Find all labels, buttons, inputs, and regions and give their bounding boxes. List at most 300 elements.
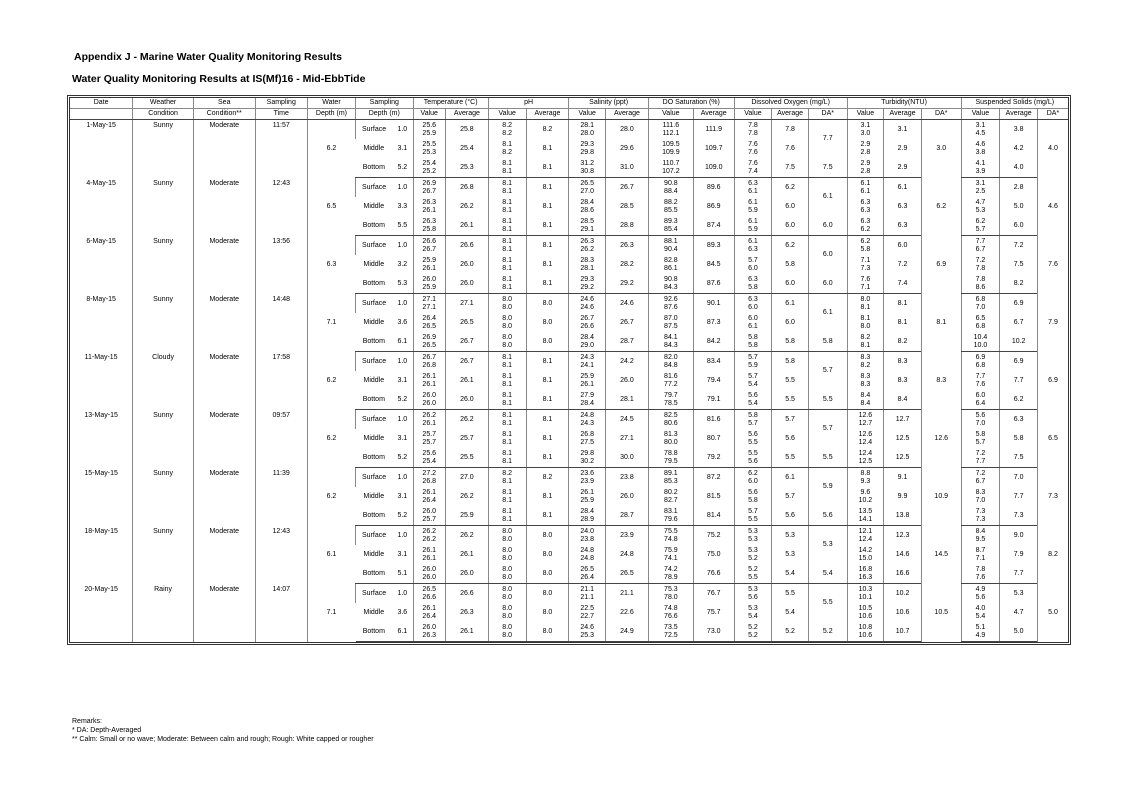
ph-values	[488, 429, 526, 448]
turbidity-values-2: 10.6	[858, 631, 873, 639]
ph-values	[488, 255, 526, 274]
do-saturation-values-1: 90.8	[664, 179, 678, 187]
ph-values-2: 8.0	[502, 535, 513, 543]
suspended-solids-values	[961, 352, 1000, 372]
do-saturation-values	[648, 274, 693, 294]
suspended-solids-values-1: 5.6	[975, 411, 986, 419]
ph-values-2: 8.1	[502, 457, 513, 465]
water-depth-cell: 6.2	[307, 352, 355, 410]
salinity-values	[569, 313, 606, 332]
temperature-values-2: 26.8	[422, 361, 437, 369]
salinity-values-1: 26.3	[580, 237, 594, 245]
temperature-average: 26.2	[445, 487, 488, 506]
ph-values	[488, 622, 526, 642]
turbidity-average: 10.2	[884, 584, 922, 604]
do-saturation-average: 84.5	[693, 255, 734, 274]
header-sampling-time-2: Time	[255, 109, 307, 120]
turbidity-values-2: 12.4	[858, 535, 873, 543]
salinity-values	[569, 584, 606, 604]
sampling-depth-cell: 3.1	[397, 550, 408, 558]
sampling-level-cell: Middle	[363, 202, 385, 210]
header-ss-value: Value	[961, 109, 1000, 120]
sampling-level-cell: Bottom	[356, 564, 393, 584]
suspended-solids-da: 7.3	[1037, 468, 1068, 526]
dissolved-oxygen-values-1: 5.3	[748, 604, 758, 612]
do-saturation-values	[648, 526, 693, 546]
temperature-average: 26.1	[445, 545, 488, 564]
do-saturation-values-2: 72.5	[664, 631, 678, 639]
do-saturation-values-1: 89.1	[664, 469, 678, 477]
salinity-average: 31.0	[606, 158, 649, 178]
dissolved-oxygen-da: 5.3	[808, 526, 847, 565]
do-saturation-values-2: 107.2	[662, 167, 680, 175]
suspended-solids-values	[961, 410, 1000, 430]
do-saturation-values-2: 84.3	[664, 341, 678, 349]
turbidity-average: 12.7	[884, 410, 922, 430]
turbidity-average: 10.7	[884, 622, 922, 642]
ph-values-1: 8.2	[502, 121, 513, 129]
suspended-solids-values-2: 7.7	[975, 457, 986, 465]
header-do-value: Value	[734, 109, 772, 120]
suspended-solids-average: 9.0	[1000, 526, 1038, 546]
header-sal-average: Average	[606, 109, 649, 120]
date-cell: 20-May-15	[84, 585, 118, 593]
ph-values	[488, 197, 526, 216]
suspended-solids-values-1: 7.7	[975, 237, 986, 245]
turbidity-values	[847, 120, 884, 140]
temperature-values-2: 27.1	[422, 303, 437, 311]
turbidity-values-1: 14.2	[858, 546, 873, 554]
turbidity-values-2: 10.6	[858, 612, 873, 620]
sampling-level-cell: Surface	[356, 120, 393, 140]
do-saturation-values-1: 88.2	[664, 198, 678, 206]
suspended-solids-values-1: 4.0	[975, 604, 986, 612]
dissolved-oxygen-values	[734, 506, 772, 526]
do-saturation-average: 83.4	[693, 352, 734, 372]
ph-average: 8.1	[526, 448, 569, 468]
salinity-values-1: 28.4	[580, 198, 594, 206]
sampling-depth-cell: 5.1	[392, 564, 413, 584]
salinity-values-2: 28.1	[580, 264, 594, 272]
sampling-depth-cell: 1.0	[397, 241, 408, 249]
suspended-solids-values-1: 10.4	[973, 333, 988, 341]
salinity-average: 24.2	[606, 352, 649, 372]
do-saturation-values-1: 81.3	[664, 430, 678, 438]
sampling-depth-cell: 1.0	[397, 473, 408, 481]
turbidity-values-1: 6.2	[860, 237, 871, 245]
sampling-level-cell: Bottom	[356, 622, 393, 642]
suspended-solids-values-1: 4.7	[975, 198, 986, 206]
dissolved-oxygen-values	[734, 120, 772, 140]
do-saturation-values	[648, 139, 693, 158]
dissolved-oxygen-average: 6.2	[772, 236, 809, 256]
ph-values-1: 8.1	[502, 256, 513, 264]
dissolved-oxygen-average: 5.5	[772, 390, 809, 410]
do-saturation-average: 76.6	[693, 564, 734, 584]
sampling-depth-cell: 3.2	[397, 260, 408, 268]
suspended-solids-values	[961, 274, 1000, 294]
suspended-solids-average: 6.7	[1000, 313, 1038, 332]
do-saturation-values	[648, 197, 693, 216]
suspended-solids-da: 7.9	[1037, 294, 1068, 352]
temperature-values-2: 26.1	[422, 554, 437, 562]
weather-cell: Sunny	[133, 526, 194, 584]
dissolved-oxygen-average: 6.0	[772, 216, 809, 236]
salinity-values-2: 25.9	[580, 496, 594, 504]
suspended-solids-values-2: 6.8	[975, 322, 986, 330]
ph-average: 8.1	[526, 158, 569, 178]
suspended-solids-values	[961, 584, 1000, 604]
ph-values-1: 8.1	[502, 411, 513, 419]
suspended-solids-average: 7.0	[1000, 468, 1038, 488]
salinity-values-2: 24.3	[580, 419, 594, 427]
turbidity-da: 10.9	[921, 468, 961, 526]
turbidity-values	[847, 139, 884, 158]
turbidity-values-2: 2.8	[860, 148, 871, 156]
do-saturation-average: 89.6	[693, 178, 734, 198]
salinity-average: 28.1	[606, 390, 649, 410]
sampling-level-cell: Bottom	[356, 274, 393, 294]
dissolved-oxygen-values-2: 6.1	[748, 187, 758, 195]
salinity-values-1: 24.3	[580, 353, 594, 361]
do-saturation-values-1: 79.7	[664, 391, 678, 399]
suspended-solids-values-2: 7.3	[975, 515, 986, 523]
turbidity-values	[847, 429, 884, 448]
turbidity-values-1: 8.3	[860, 353, 871, 361]
turbidity-average: 6.1	[884, 178, 922, 198]
ph-average: 8.1	[526, 371, 569, 390]
sampling-level-cell: Bottom	[356, 332, 393, 352]
dissolved-oxygen-average: 5.8	[772, 332, 809, 352]
salinity-values-2: 25.3	[580, 631, 594, 639]
salinity-values	[569, 255, 606, 274]
ph-values	[488, 410, 526, 430]
temperature-values	[413, 255, 445, 274]
turbidity-values-1: 8.8	[860, 469, 871, 477]
turbidity-average: 13.8	[884, 506, 922, 526]
ph-values-1: 8.1	[502, 353, 513, 361]
salinity-values-2: 27.5	[580, 438, 594, 446]
sampling-time-cell: 11:57	[255, 120, 307, 178]
dissolved-oxygen-average: 5.5	[772, 448, 809, 468]
dissolved-oxygen-da: 6.0	[808, 236, 847, 275]
suspended-solids-da: 6.9	[1037, 352, 1068, 410]
date-cell: 1-May-15	[86, 122, 116, 129]
sampling-level-cell: Middle	[363, 144, 385, 152]
ph-values-1: 8.1	[502, 198, 513, 206]
ph-values-2: 8.1	[502, 496, 513, 504]
header-sampling-depth: Sampling	[356, 98, 414, 109]
salinity-values-1: 24.6	[580, 295, 594, 303]
ph-values-1: 8.1	[502, 430, 513, 438]
sampling-depth-cell: 6.1	[392, 622, 413, 642]
dissolved-oxygen-values-1: 5.3	[748, 546, 758, 554]
dissolved-oxygen-values-2: 5.9	[748, 225, 758, 233]
do-saturation-values	[648, 158, 693, 178]
do-saturation-average: 75.0	[693, 545, 734, 564]
suspended-solids-values-2: 6.4	[975, 399, 986, 407]
header-do-saturation: DO Saturation (%)	[648, 98, 734, 109]
turbidity-average: 8.4	[884, 390, 922, 410]
temperature-average: 26.1	[445, 216, 488, 236]
do-saturation-values-2: 109.9	[662, 148, 680, 156]
sampling-time-cell: 14:48	[255, 294, 307, 352]
turbidity-values	[847, 274, 884, 294]
dissolved-oxygen-bottom: 5.2	[808, 622, 847, 642]
do-saturation-average: 79.1	[693, 390, 734, 410]
temperature-values-2: 26.5	[422, 341, 437, 349]
dissolved-oxygen-values-2: 6.1	[748, 322, 758, 330]
turbidity-average: 16.6	[884, 564, 922, 584]
temperature-values-1: 27.1	[422, 295, 437, 303]
suspended-solids-average: 7.9	[1000, 545, 1038, 564]
do-saturation-values	[648, 410, 693, 430]
turbidity-values-2: 8.3	[860, 380, 871, 388]
dissolved-oxygen-values-2: 5.5	[748, 438, 758, 446]
do-saturation-values-1: 110.7	[662, 159, 680, 167]
dissolved-oxygen-bottom: 6.0	[808, 274, 847, 294]
header-dos-value: Value	[648, 109, 693, 120]
temperature-values-1: 26.0	[422, 507, 437, 515]
ph-average: 8.2	[526, 120, 569, 140]
do-saturation-average: 79.4	[693, 371, 734, 390]
ph-average: 8.0	[526, 332, 569, 352]
ph-values-1: 8.0	[502, 295, 513, 303]
turbidity-values-2: 2.8	[860, 167, 871, 175]
header-sea-2: Condition**	[193, 109, 255, 120]
suspended-solids-values-2: 5.4	[975, 612, 986, 620]
ph-values-1: 8.0	[502, 527, 513, 535]
header-date-blank	[70, 109, 133, 120]
dissolved-oxygen-values-2: 5.6	[748, 593, 758, 601]
salinity-values	[569, 178, 606, 198]
ph-values-1: 8.1	[502, 140, 513, 148]
ph-values	[488, 313, 526, 332]
turbidity-values	[847, 526, 884, 546]
dissolved-oxygen-average: 5.6	[772, 429, 809, 448]
suspended-solids-da: 5.0	[1037, 584, 1068, 642]
do-saturation-values-1: 82.8	[664, 256, 678, 264]
temperature-values-2: 25.7	[422, 515, 437, 523]
suspended-solids-values	[961, 139, 1000, 158]
salinity-average: 26.3	[606, 236, 649, 256]
suspended-solids-values	[961, 294, 1000, 314]
salinity-values-1: 24.6	[580, 623, 594, 631]
salinity-values-2: 26.4	[580, 573, 594, 581]
dissolved-oxygen-values-2: 5.4	[748, 399, 758, 407]
turbidity-values	[847, 584, 884, 604]
do-saturation-values-2: 78.9	[664, 573, 678, 581]
table-row	[70, 236, 1068, 256]
temperature-average: 26.2	[445, 197, 488, 216]
turbidity-da: 8.1	[921, 294, 961, 352]
do-saturation-values-1: 83.1	[664, 507, 678, 515]
ph-values	[488, 603, 526, 622]
suspended-solids-values-1: 6.0	[975, 391, 986, 399]
temperature-values-2: 25.8	[422, 225, 437, 233]
ph-values-1: 8.1	[502, 237, 513, 245]
dissolved-oxygen-da: 7.7	[808, 120, 847, 159]
suspended-solids-values-2: 2.5	[975, 187, 986, 195]
sampling-time-cell: 12:43	[255, 178, 307, 236]
do-saturation-average: 109.7	[693, 139, 734, 158]
salinity-average: 29.2	[606, 274, 649, 294]
turbidity-values-1: 6.3	[860, 217, 871, 225]
suspended-solids-average: 8.2	[1000, 274, 1038, 294]
sea-condition-cell: Moderate	[193, 120, 255, 178]
turbidity-average: 7.4	[884, 274, 922, 294]
weather-cell: Sunny	[133, 120, 194, 178]
sampling-level-cell: Middle	[363, 550, 385, 558]
temperature-values-2: 26.1	[422, 264, 437, 272]
salinity-values-2: 28.9	[580, 515, 594, 523]
salinity-values-1: 26.5	[580, 179, 594, 187]
turbidity-average: 14.6	[884, 545, 922, 564]
temperature-average: 26.1	[445, 371, 488, 390]
suspended-solids-values-2: 8.6	[975, 283, 986, 291]
do-saturation-average: 81.6	[693, 410, 734, 430]
do-saturation-values	[648, 332, 693, 352]
table-row	[70, 352, 1068, 372]
dissolved-oxygen-values-2: 5.2	[748, 554, 758, 562]
turbidity-values	[847, 448, 884, 468]
temperature-values	[413, 622, 445, 642]
do-saturation-values	[648, 487, 693, 506]
suspended-solids-values	[961, 255, 1000, 274]
salinity-values-2: 23.8	[580, 535, 594, 543]
temperature-average: 26.8	[445, 178, 488, 198]
turbidity-values	[847, 468, 884, 488]
ph-values-2: 8.0	[502, 631, 513, 639]
temperature-values-1: 26.5	[422, 585, 437, 593]
dissolved-oxygen-values-1: 5.6	[748, 488, 758, 496]
do-saturation-average: 76.7	[693, 584, 734, 604]
turbidity-values-2: 7.1	[860, 283, 871, 291]
do-saturation-values-2: 78.0	[664, 593, 678, 601]
suspended-solids-values-1: 6.8	[975, 295, 986, 303]
temperature-values	[413, 603, 445, 622]
dissolved-oxygen-average: 5.4	[772, 603, 809, 622]
dissolved-oxygen-values	[734, 294, 772, 314]
header-temperature: Temperature (°C)	[413, 98, 488, 109]
suspended-solids-values-2: 7.0	[975, 496, 986, 504]
sampling-depth-cell: 3.3	[397, 202, 408, 210]
turbidity-values-2: 8.2	[860, 361, 871, 369]
turbidity-average: 8.3	[884, 371, 922, 390]
dissolved-oxygen-values	[734, 236, 772, 256]
dissolved-oxygen-values-1: 6.1	[748, 198, 758, 206]
ph-values	[488, 487, 526, 506]
suspended-solids-average: 7.2	[1000, 236, 1038, 256]
dissolved-oxygen-values-2: 7.8	[748, 129, 758, 137]
suspended-solids-values	[961, 120, 1000, 140]
ph-average: 8.0	[526, 603, 569, 622]
dissolved-oxygen-values-2: 5.5	[748, 573, 758, 581]
ph-values-1: 8.0	[502, 623, 513, 631]
dissolved-oxygen-values	[734, 178, 772, 198]
salinity-values	[569, 448, 606, 468]
suspended-solids-average: 4.2	[1000, 139, 1038, 158]
ph-values	[488, 158, 526, 178]
salinity-average: 28.0	[606, 120, 649, 140]
ph-values-2: 8.1	[502, 361, 513, 369]
dissolved-oxygen-values	[734, 584, 772, 604]
ph-values-2: 8.1	[502, 187, 513, 195]
sampling-level-cell: Surface	[356, 352, 393, 372]
salinity-values	[569, 274, 606, 294]
dissolved-oxygen-values-2: 5.8	[748, 496, 758, 504]
water-depth-cell: 7.1	[307, 294, 355, 352]
turbidity-average: 9.1	[884, 468, 922, 488]
ph-values	[488, 352, 526, 372]
header-ss-da: DA*	[1037, 109, 1068, 120]
sampling-depth-cell: 3.1	[397, 144, 408, 152]
dissolved-oxygen-values-2: 6.0	[748, 264, 758, 272]
sampling-time-cell: 14:07	[255, 584, 307, 642]
suspended-solids-values-2: 4.5	[975, 129, 986, 137]
suspended-solids-values	[961, 506, 1000, 526]
dissolved-oxygen-values	[734, 313, 772, 332]
temperature-values-1: 25.7	[422, 430, 437, 438]
ph-values-2: 8.1	[502, 399, 513, 407]
dissolved-oxygen-values	[734, 468, 772, 488]
salinity-values-1: 24.8	[580, 411, 594, 419]
date-cell: 15-May-15	[84, 469, 118, 477]
suspended-solids-values	[961, 448, 1000, 468]
water-depth-cell: 6.5	[307, 178, 355, 236]
temperature-values-2: 25.9	[422, 283, 437, 291]
do-saturation-average: 84.2	[693, 332, 734, 352]
suspended-solids-values-2: 5.6	[975, 593, 986, 601]
do-saturation-average: 75.2	[693, 526, 734, 546]
ph-values	[488, 584, 526, 604]
salinity-values-2: 28.0	[580, 129, 594, 137]
do-saturation-values	[648, 352, 693, 372]
header-weather-2: Condition	[133, 109, 194, 120]
temperature-average: 26.1	[445, 622, 488, 642]
salinity-values	[569, 158, 606, 178]
remarks	[72, 717, 374, 744]
turbidity-values-1: 8.2	[860, 333, 871, 341]
temperature-values	[413, 332, 445, 352]
do-saturation-average: 86.9	[693, 197, 734, 216]
temperature-average: 26.0	[445, 564, 488, 584]
salinity-values-1: 29.3	[580, 275, 594, 283]
dissolved-oxygen-values	[734, 545, 772, 564]
suspended-solids-values	[961, 313, 1000, 332]
ph-values-1: 8.0	[502, 604, 513, 612]
ph-average: 8.1	[526, 390, 569, 410]
dissolved-oxygen-values	[734, 332, 772, 352]
do-saturation-values-1: 75.5	[664, 527, 678, 535]
dissolved-oxygen-average: 5.3	[772, 526, 809, 546]
sampling-depth-cell: 1.0	[397, 589, 408, 597]
turbidity-values-1: 7.6	[860, 275, 871, 283]
ph-values	[488, 236, 526, 256]
dissolved-oxygen-values-1: 5.3	[748, 585, 758, 593]
turbidity-values-1: 10.3	[858, 585, 873, 593]
ph-average: 8.1	[526, 487, 569, 506]
turbidity-values	[847, 158, 884, 178]
ph-average: 8.1	[526, 197, 569, 216]
dissolved-oxygen-values	[734, 197, 772, 216]
dissolved-oxygen-values-2: 7.4	[748, 167, 758, 175]
do-saturation-average: 79.2	[693, 448, 734, 468]
temperature-values-1: 25.9	[422, 256, 437, 264]
temperature-values	[413, 564, 445, 584]
header-turbidity: Turbidity(NTU)	[847, 98, 961, 109]
turbidity-average: 6.0	[884, 236, 922, 256]
